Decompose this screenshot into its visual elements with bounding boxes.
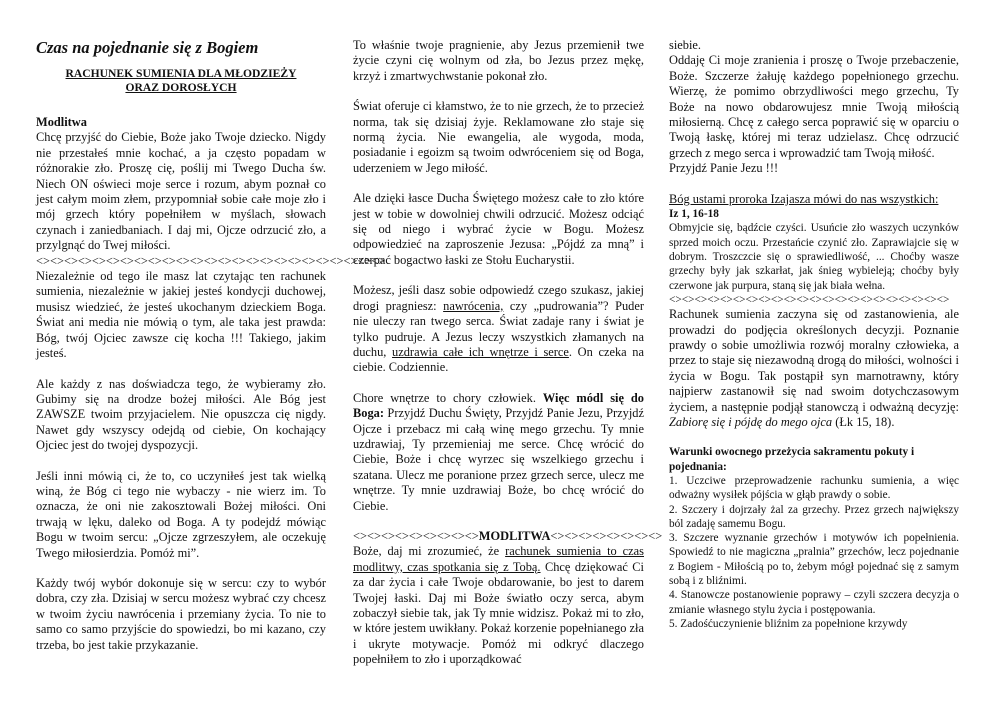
column-right: [669, 38, 959, 631]
list-item: 5. Zadośćuczynienie bliźnim za popełnione krzywdy: [669, 617, 908, 630]
subtitle-line-2: ORAZ DOROSŁYCH: [125, 81, 237, 94]
subtitle-line-1: RACHUNEK SUMIENIA DLA MŁODZIEŻY: [65, 67, 297, 80]
column-left: [36, 38, 386, 653]
text-run: Możesz, jeśli dasz sobie odpowiedź czego szukasz, jakiej drogi pragniesz:: [353, 283, 644, 313]
paragraph-1: To właśnie twoje pragnienie, aby Jezus przemienił twe życie czyni cię wolnym od zła, bo Jezus przez mękę, krzyż i zmartwychwstanie pokonał zło.: [353, 38, 644, 83]
text-run: Przyjdź Duchu Święty, Przyjdź Panie Jezu, Przyjdź Ojcze i przebacz mi całą winę mego grzechu. Ty mnie uzdrawiaj, Ty przemieniaj me serce. Chcę wrócić do Ciebie, Boże i chcę wyrzec się wszelkiego grzechu i szatana. Ulecz me poranione przez grzech serce, ulecz me wnętrze. Ty mnie uzdrawiaj Boże, bo chcę wrócić do Ciebie.: [353, 406, 644, 513]
conditions-list: [669, 474, 959, 631]
page-title: Czas na pojednanie się z Bogiem: [36, 38, 259, 57]
underlined-text: nawrócenia,: [443, 298, 504, 313]
divider-right: <><><><><><><><>: [550, 528, 663, 543]
prayer-heading: Modlitwa: [36, 115, 87, 129]
text-run: Chcę dziękować Ci za dar życia i całe Twoje obdarowanie, bo jest to darem Twojej łaski. Daj mi Boże światło oczy serca, abym zobaczył siebie tak, jak Ty mnie widzisz. Pokaż mi to zło, w które jestem uwikłany. Pokaż korzenie popełnianego zła i ukryte motywacje. Pomóż mi odkryć dlaczego popełniłem to zło i uporządkować: [353, 559, 644, 667]
divider-left: <><><><><><><><><>: [353, 528, 479, 543]
conditions-heading: Warunki owocnego przeżycia sakramentu pokuty i pojednania:: [669, 446, 915, 473]
paragraph-3: Ale dzięki łasce Ducha Świętego możesz całe to zło które jest w tobie w dowolniej chwili odrzucić. Możesz odciąć się od niego i wybrać życie w Bogu. Możesz odpowiedzieć na zaproszenie Jezusa: „Pójdź za mną” i czerpać bogactwo łaski ze Stołu Eucharystii.: [353, 191, 644, 267]
paragraph-5: [353, 391, 644, 514]
list-item: 2. Szczery i dojrzały żal za grzechy. Przez grzech największy ból zadaję samemu Bogu.: [669, 503, 959, 530]
paragraph-1: siebie. Oddaję Ci moje zranienia i proszę o Twoje przebaczenie, Boże. Szczerze żałuję każdego popełnionego grzechu. Wierzę, że pomimo obrzydliwości mego grzechu, Ty Boże na nowo obdarowujesz mnie Twoją miłością miłosierną. Chcę z całego serca poprawić się w oparciu o Twoją łaskę, której mi teraz udzielasz. Chcę odrzucić grzech z mego serca i wprowadzić tam Twoją miłość.: [669, 38, 959, 160]
bold-text: Więc módl się do Boga:: [353, 390, 644, 421]
column-middle: [353, 38, 663, 668]
list-item: 3. Szczere wyznanie grzechów i motywów ich popełnienia. Spowiedź to nie magiczna „pralnia” grzechów, lecz pojednanie z Bogiem - Miłością po to, żebym mógł pojednać się z samym sobą i z bliźnimi.: [669, 532, 959, 588]
paragraph-2: Świat oferuje ci kłamstwo, że to nie grzech, że to przecież norma, tak się dzisiaj żyje. Reklamowane zło staje się normą życia. Nie ewangelia, ale wygoda, moda, posiadanie i egoizm są twoim odwróceniem się od Boga, uderzeniem w Jego miłość.: [353, 99, 644, 175]
paragraph-3: Jeśli inni mówią ci, że to, co uczyniłeś jest tak wielką winą, że Bóg ci tego nie wybaczy - nie wierz im. To oznacza, że oni nie zakosztowali Bożej miłości. Oni trwają w lęku, daleko od Boga. A ty podejdź mówiąc Bogu w twoim sercu: „Ojcze zgrzeszyłem, ale oczekuję Twego miłosierdzia. Pomóż mi”.: [36, 468, 326, 560]
prayer2-heading: MODLITWA: [478, 528, 551, 543]
underlined-text: rachunek sumienia to czas modlitwy, czas spotkania się z Tobą.: [353, 544, 644, 574]
text-run: Chore wnętrze to chory człowiek.: [353, 390, 543, 405]
text-run: . On czeka na ciebie. Codziennie.: [353, 344, 644, 375]
paragraph-1: Niezależnie od tego ile masz lat czytając ten rachunek sumienia, niezależnie w jakiej jesteś kondycji duchowej, musisz wiedzieć, że jesteś ukochanym dzieckiem Boga. Świat ani media nie mówią o tym, ale taka jest prawda: Bóg, twój Ojciec zawsze cię kocha !!! Takiego, jakim jesteś.: [36, 269, 326, 361]
prayer2-heading-line: [353, 528, 663, 544]
text-run: (Łk 15, 18).: [832, 414, 895, 429]
text-run: Rachunek sumienia zaczyna się od zastanowienia, ale prowadzi do podjęcia określonych decyzji. Poznanie prawdy o sobie umożliwia rozwój moralny człowieka, a przez to staje się niezawodną drogą do miłości, wolności i życia w Bogu. Tak postąpił syn marnotrawny, który najpierw zastanowił się nad swoim dotychczasowym życiem, a następnie podjął stanowczą i odważną decyzję:: [669, 307, 959, 414]
text-run: Boże, daj mi zrozumieć, że: [353, 544, 506, 559]
prayer2-text: [353, 544, 644, 667]
paragraph-1-end: Przyjdź Panie Jezu !!!: [669, 161, 779, 176]
list-item: 1. Uczciwe przeprowadzenie rachunku sumienia, a więc odważny wysiłek pójścia w głąb prawdy o sobie.: [669, 474, 959, 502]
italic-quote: Zabiorę się i pójdę do mego ojca: [669, 414, 833, 429]
divider: <><><><><><><><><><><><><><><><><><><><><><><><><>: [36, 253, 386, 268]
isaiah-text: Obmyjcie się, bądźcie czyści. Usuńcie zło waszych uczynków sprzed moich oczu. Przestańcie czynić zło. Zaprawiajcie się w dobrym. Troszczcie się o sprawiedliwość, ... Choćby wasze grzechy były jak szkarłat, jak śnieg wybieleją; choćby były czerwone jak purpura, staną się jak biała wełna.: [669, 222, 959, 292]
paragraph-2: Ale każdy z nas doświadcza tego, że wybieramy zło. Gubimy się na drodze bożej miłości. Ale Bóg jest ZAWSZE twoim przyjacielem. Nie opuszcza cię nigdy. Nawet gdy wszyscy odejdą od ciebie, On kochający Ojciec jest do twojej dyspozycji.: [36, 376, 326, 453]
prayer-text: Chcę przyjść do Ciebie, Boże jako Twoje dziecko. Nigdy nie przestałeś mnie kochać, a ja często popadam w różnorakie zło. Proszę cię, poślij mi Twego Ducha św. Niech ON oświeci moje serce i rozum, abym poznał co jest całym moim złem, przypomniał sobie całe moje zło i mój grzech który popełniłem w myślach, słowach czynach i zaniedbaniach. I daj mi, Ojcze odrzucić zło, a przylgnąć do Twej miłości.: [36, 130, 326, 253]
paragraph-2: [669, 307, 959, 430]
list-item: 4. Stanowcze postanowienie poprawy – czyli szczera decyzja o zmianie własnego stylu życia i postępowania.: [669, 589, 959, 616]
paragraph-4: [353, 283, 644, 375]
isaiah-reference: Iz 1, 16-18: [669, 208, 719, 221]
divider: <><><><><><><><><><><><><><><><><><><><><><>: [669, 293, 950, 306]
underlined-text: uzdrawia całe ich wnętrze i serce: [392, 344, 569, 359]
isaiah-heading: Bóg ustami proroka Izajasza mówi do nas wszystkich:: [669, 191, 939, 206]
subtitle: [36, 67, 326, 95]
paragraph-4: Każdy twój wybór dokonuje się w sercu: czy to wybór dobra, czy zła. Dzisiaj w sercu możesz wybrać czy chcesz w twoim życiu nawrócenia i przemiany życia. To nie to samo co samo przyjście do spowiedzi, bo mi kazano, czy trzeba, bo jest takie przykazanie.: [36, 575, 326, 652]
text-run: czy „pudrowania”? Puder nie uleczy ran twego serca. Świat zadaje rany i świat je tylko pudruje. A Jezus leczy wszystkich złamanych na duchu,: [353, 298, 644, 359]
